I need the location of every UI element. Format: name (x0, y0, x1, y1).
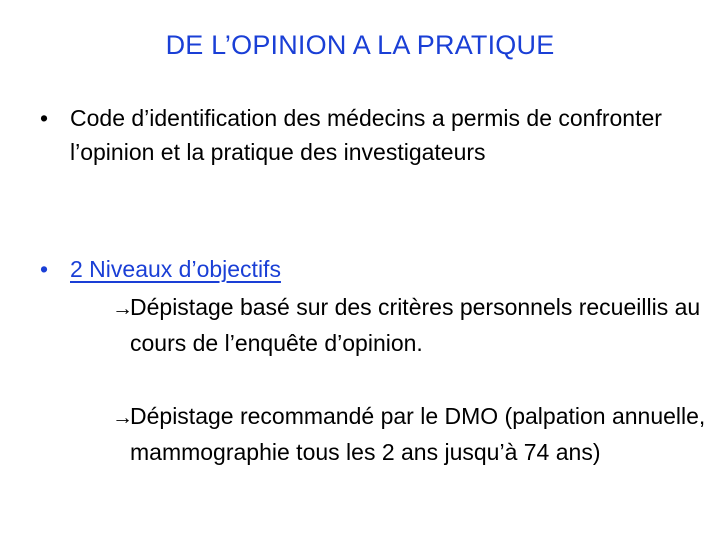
sub-item-dmo-recommended-screening (112, 399, 710, 469)
bullet-marker: • (40, 105, 49, 131)
bullet-text: Code d’identification des médecins a permis de confronter l’opinion et la pratique des investigateurs (70, 105, 662, 165)
right-arrow-icon: → (112, 297, 133, 320)
bullet-text: 2 Niveaux d’objectifs (70, 256, 281, 282)
sub-item-text: Dépistage basé sur des critères personnels recueillis au cours de l’enquête d’opinion. (130, 294, 701, 356)
bullet-marker: • (40, 256, 49, 282)
right-arrow-icon: → (112, 406, 133, 429)
sub-item-text: Dépistage recommandé par le DMO (palpation annuelle, mammographie tous les 2 ans jusqu’à 74 ans) (130, 403, 706, 465)
bullet-item-objective-levels (40, 252, 680, 286)
bullet-item-identification-code (40, 101, 680, 169)
slide-title: DE L’OPINION A LA PRATIQUE (165, 30, 555, 60)
sub-item-personal-criteria-screening (112, 290, 710, 360)
